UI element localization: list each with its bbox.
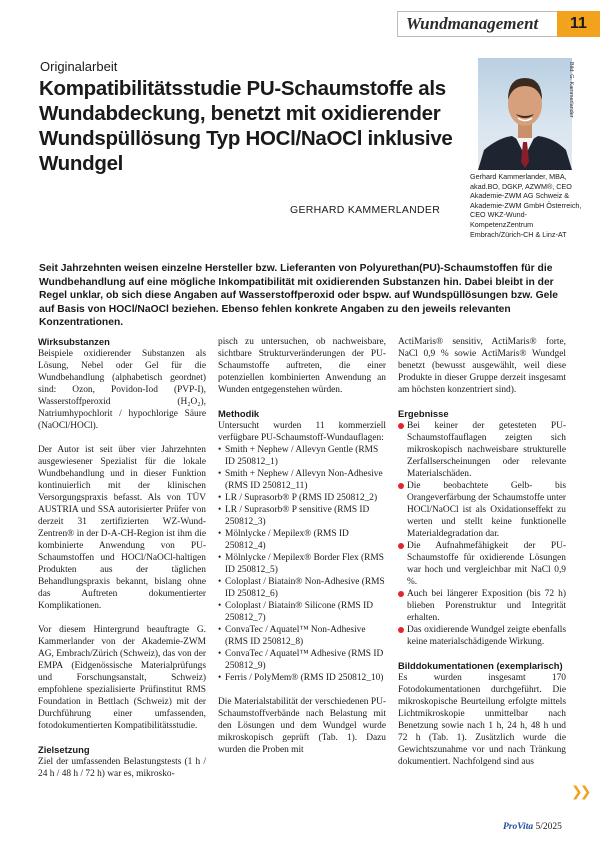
list-item: • ConvaTec / Aquatel™ Non-Adhesive (RMS ID 250812_8) (218, 624, 386, 648)
list-item: • Smith + Nephew / Allevyn Non-Adhesive (RMS ID 250812_11) (218, 468, 386, 492)
heading-wirksubstanzen: Wirksubstanzen (38, 336, 110, 347)
paragraph: ActiMaris® sensitiv, ActiMaris® forte, NaCl 0,9 % sowie ActiMaris® Wundgel benetzt (bewusst ausgewählt, weil diese Produkte in dieser Gruppe derzeit insgesamt am höchsten konzentriert sind). (398, 337, 566, 395)
paragraph: Ziel der umfassenden Belastungstests (1 h / 24 h / 48 h / 72 h) war es, mikrosko- (38, 757, 206, 779)
article-kicker: Originalarbeit (40, 59, 118, 74)
list-item: • Coloplast / Biatain® Silicone (RMS ID 250812_7) (218, 600, 386, 624)
double-chevron-right-icon: ❯❯ (571, 784, 589, 800)
heading-zielsetzung: Zielsetzung (38, 744, 90, 755)
list-item: Auch bei längerer Exposition (bis 72 h) blieben Porenstruktur und Integrität erhalten. (398, 588, 566, 624)
list-item: Bei keiner der getesteten PU-Schaumstoffauflagen zeigten sich mikroskopisch nachweisbare strukturelle Zerfallserscheinungen oder relevante Materialschäden. (398, 420, 566, 480)
page-number: 11 (557, 11, 600, 37)
article-title: Kompatibilitätsstudie PU-Schaumstoffe als Wundabdeckung, benetzt mit oxidierender Wundspüllösung Typ HOCl/NaOCl inklusive Wundgel (39, 77, 453, 175)
paragraph: Die Materialstabilität der verschiedenen PU-Schaumstoffverbände nach Belastung mit den Lösungen und dem Wundgel wurde mikroskopisch geprüft (Tab. 1). Dazu wurden die Proben mit (218, 697, 386, 755)
author-bio: Gerhard Kammerlander, MBA, akad.BO, DGKP, AZWM®, CEO Akademie-ZWM AG Schweiz & Akademie-ZWM GmbH Österreich, CEO WKZ-Wund-KompetenzZentrum Embrach/Zürich-CH & Linz-AT (470, 172, 582, 239)
heading-ergebnisse: Ergebnisse (398, 408, 449, 419)
list-item: • ConvaTec / Aquatel™ Adhesive (RMS ID 250812_9) (218, 648, 386, 672)
results-list (398, 420, 566, 648)
list-item: • LR / Suprasorb® P (RMS ID 250812_2) (218, 492, 386, 504)
list-item: • LR / Suprasorb® P sensitive (RMS ID 250812_3) (218, 504, 386, 528)
paragraph: Beispiele oxidierender Substanzen als Lösung, Nebel oder Gel für die Wundbehandlung (alphabetisch geordnet) sind: Ozon, Povidon-Iod (PVP-I), Wasserstoffperoxid (H₂O₂), Natriumhypochlorit / hypochlorige Säure (NaOCl/HOCl). (38, 349, 206, 431)
article-author: GERHARD KAMMERLANDER (290, 204, 441, 216)
photo-credit: Bild: G. Kammerlander (568, 62, 574, 118)
list-item: • Mölnlycke / Mepilex® Border Flex (RMS ID 250812_5) (218, 552, 386, 576)
heading-bilddokumentationen: Bilddokumentationen (exemplarisch) (398, 660, 563, 671)
article-lead: Seit Jahrzehnten weisen einzelne Hersteller bzw. Lieferanten von Polyurethan(PU)-Schaumstoffen für die Wundbehandlung auf eine mögliche Inkompatibilität mit oxidierenden Substanzen hin. Dabei bleibt in der Regel unklar, ob sich diese Angaben auf Wasserstoffperoxid oder bspw. auf Wundspüllösungen bzw. Gele auf Basis von HOCl/NaOCl beziehen. Ebenso fehlen konkrete Angaben zu den jeweils relevanten Konzentrationen. (39, 263, 558, 329)
issue-number: 5/2025 (535, 822, 562, 832)
body-column-2 (218, 336, 386, 756)
paragraph: Es wurden insgesamt 170 Fotodokumentationen durchgeführt. Die mikroskopische Beurteilung erfolgte mittels Lichtmikroskopie unmittelbar nach Benetzung sowie nach 1 h, 24 h, 48 h und 72 h (Tab. 1). Zusätzlich wurde die Gewichtszunahme vor und nach Tränkung dokumentiert. Nachfolgend sind aus (398, 673, 566, 767)
body-column-1 (38, 336, 206, 780)
paragraph: Der Autor ist seit über vier Jahrzehnten ausgewiesener Spezialist für die lokale Wundbehandlung und in dieser Funktion kontinuierlich mit der klinischen Versorgungspraxis befasst. Als von TÜV AUSTRIA und SSA autorisierter Prüfer von derzeit 31 zertifizierten WZ-Wund-Zentren® in der D-A-CH-Region ist ihm die kombinierte Anwendung von PU-Schaumstoffen und HOCl/NaOCl-haltigen Produkten aus der täglichen Behandlungspraxis bekannt, bislang ohne das Auftreten dokumentierter Komplikationen. (38, 445, 206, 611)
body-column-3 (398, 336, 566, 768)
list-item: • Smith + Nephew / Allevyn Gentle (RMS ID 250812_1) (218, 444, 386, 468)
section-tag: Wundmanagement (397, 11, 557, 37)
author-photo (478, 58, 572, 170)
paragraph: Vor diesem Hintergrund beauftragte G. Kammerlander von der Akademie-ZWM AG, Embrach/Zürich (Schweiz), das von der EMPA (Eidgenössische Materialprüfungs und Forschungsanstalt, Schweiz) empfohlene spezialisierte Prüfinstitut RMS Foundation in Bettlach (Schweiz) mit der Durchführung einer umfassenden, fotodokumentierten Kompatibilitätsstudie. (38, 625, 206, 731)
paragraph: Untersucht wurden 11 kommerziell verfügbare PU-Schaumstoff-Wundauflagen: (218, 421, 386, 443)
list-item: Das oxidierende Wundgel zeigte ebenfalls keine materialschädigende Wirkung. (398, 624, 566, 648)
list-item: Die Aufnahmefähigkeit der PU-Schaumstoffe für oxidierende Lösungen war hoch und vergleichbar mit NaCl 0,9 %. (398, 540, 566, 588)
paragraph: pisch zu untersuchen, ob nachweisbare, sichtbare Strukturveränderungen der PU-Schaumstoffe auftreten, die einer potenziellen kombinierten Anwendung an Wunden entgegenstehen würden. (218, 337, 386, 395)
heading-methodik: Methodik (218, 408, 260, 419)
list-item: • Ferris / PolyMem® (RMS ID 250812_10) (218, 672, 386, 684)
list-item: • Mölnlycke / Mepilex® (RMS ID 250812_4) (218, 528, 386, 552)
magazine-brand: ProVita (503, 822, 534, 832)
author-portrait-illustration (478, 58, 572, 170)
page-header (0, 8, 600, 38)
list-item: • Coloplast / Biatain® Non-Adhesive (RMS ID 250812_6) (218, 576, 386, 600)
list-item: Die beobachtete Gelb- bis Orangeverfärbung der Schaumstoffe unter HOCl/NaOCl ist als Oxidationseffekt zu werten und stellt keine funktionelle Materialdegradation dar. (398, 480, 566, 540)
page-footer (503, 822, 562, 832)
product-list (218, 444, 386, 684)
